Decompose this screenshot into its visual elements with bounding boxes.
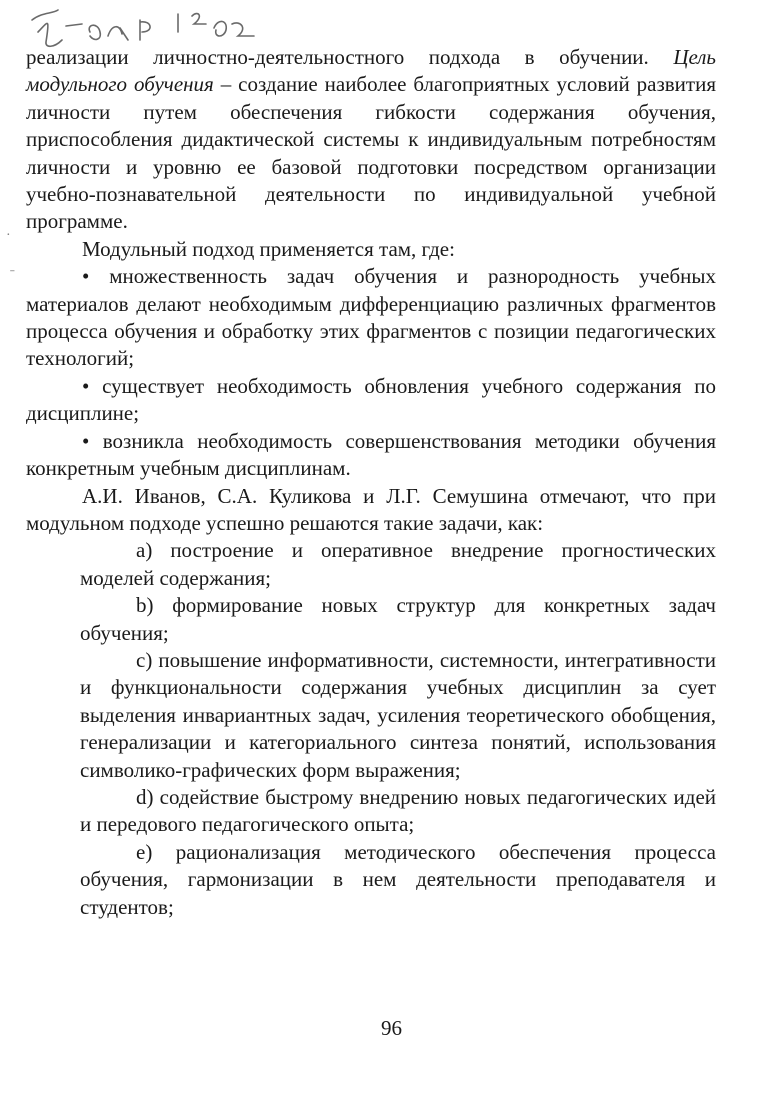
page-number: 96: [381, 1016, 402, 1040]
bullet-item: • существует необходимость обновления учебного содержания по дисциплине;: [26, 373, 716, 426]
bullet-item: • возникла необходимость совершенствования методики обучения конкретным учебным дисциплинам.: [26, 428, 716, 481]
margin-speck: ·: [6, 228, 11, 243]
margin-speck: ˉ: [10, 268, 15, 283]
paragraph-lead: реализации личностно-деятельностного подхода в обучении.: [26, 45, 674, 69]
task-item: e) рационализация методического обеспечения процесса обучения, гармонизации в нем деятельности преподавателя и студентов;: [80, 839, 716, 919]
bullet-item: • множественность задач обучения и разнородность учебных материалов делают необходимым дифференциацию различных фрагментов процесса обучения и обработку этих фрагментов с позиции педагогических технологий;: [26, 264, 717, 371]
task-list: [26, 537, 716, 921]
task-item: b) формирование новых структур для конкретных задач обучения;: [80, 593, 716, 645]
paragraph-authors: А.И. Иванов, С.А. Куликова и Л.Г. Семушина отмечают, что при модульном подходе успешно решаются такие задачи, как:: [26, 483, 716, 535]
paragraph-rest: – создание наиболее благоприятных условий развития личности путем обеспечения гибкости содержания обучения, приспособления дидактической системы к индивидуальным потребностям личности и уровню ее базовой подготовки посредством организации учебно-познавательной деятельности по индивидуальной учебной программе.: [26, 72, 716, 234]
task-item: d) содействие быстрому внедрению новых педагогических идей и передового педагогического опыта;: [80, 784, 716, 837]
task-item: а) построение и оперативное внедрение прогностических моделей содержания;: [80, 538, 716, 590]
task-item: c) повышение информативности, системности, интегративности и функциональности содержания учебных дисциплин за сует выделения инвариантных задач, усиления теоретического обобщения, генерализации и категориального синтеза понятий, использования символико-графических форм выражения;: [80, 647, 716, 782]
term-module-learning-goal: Цель модульного обучения: [26, 45, 716, 97]
paragraph-module-goal: [26, 44, 716, 236]
paragraph-applicability: Модульный подход применяется там, где:: [82, 236, 455, 261]
document-page: [26, 44, 716, 921]
